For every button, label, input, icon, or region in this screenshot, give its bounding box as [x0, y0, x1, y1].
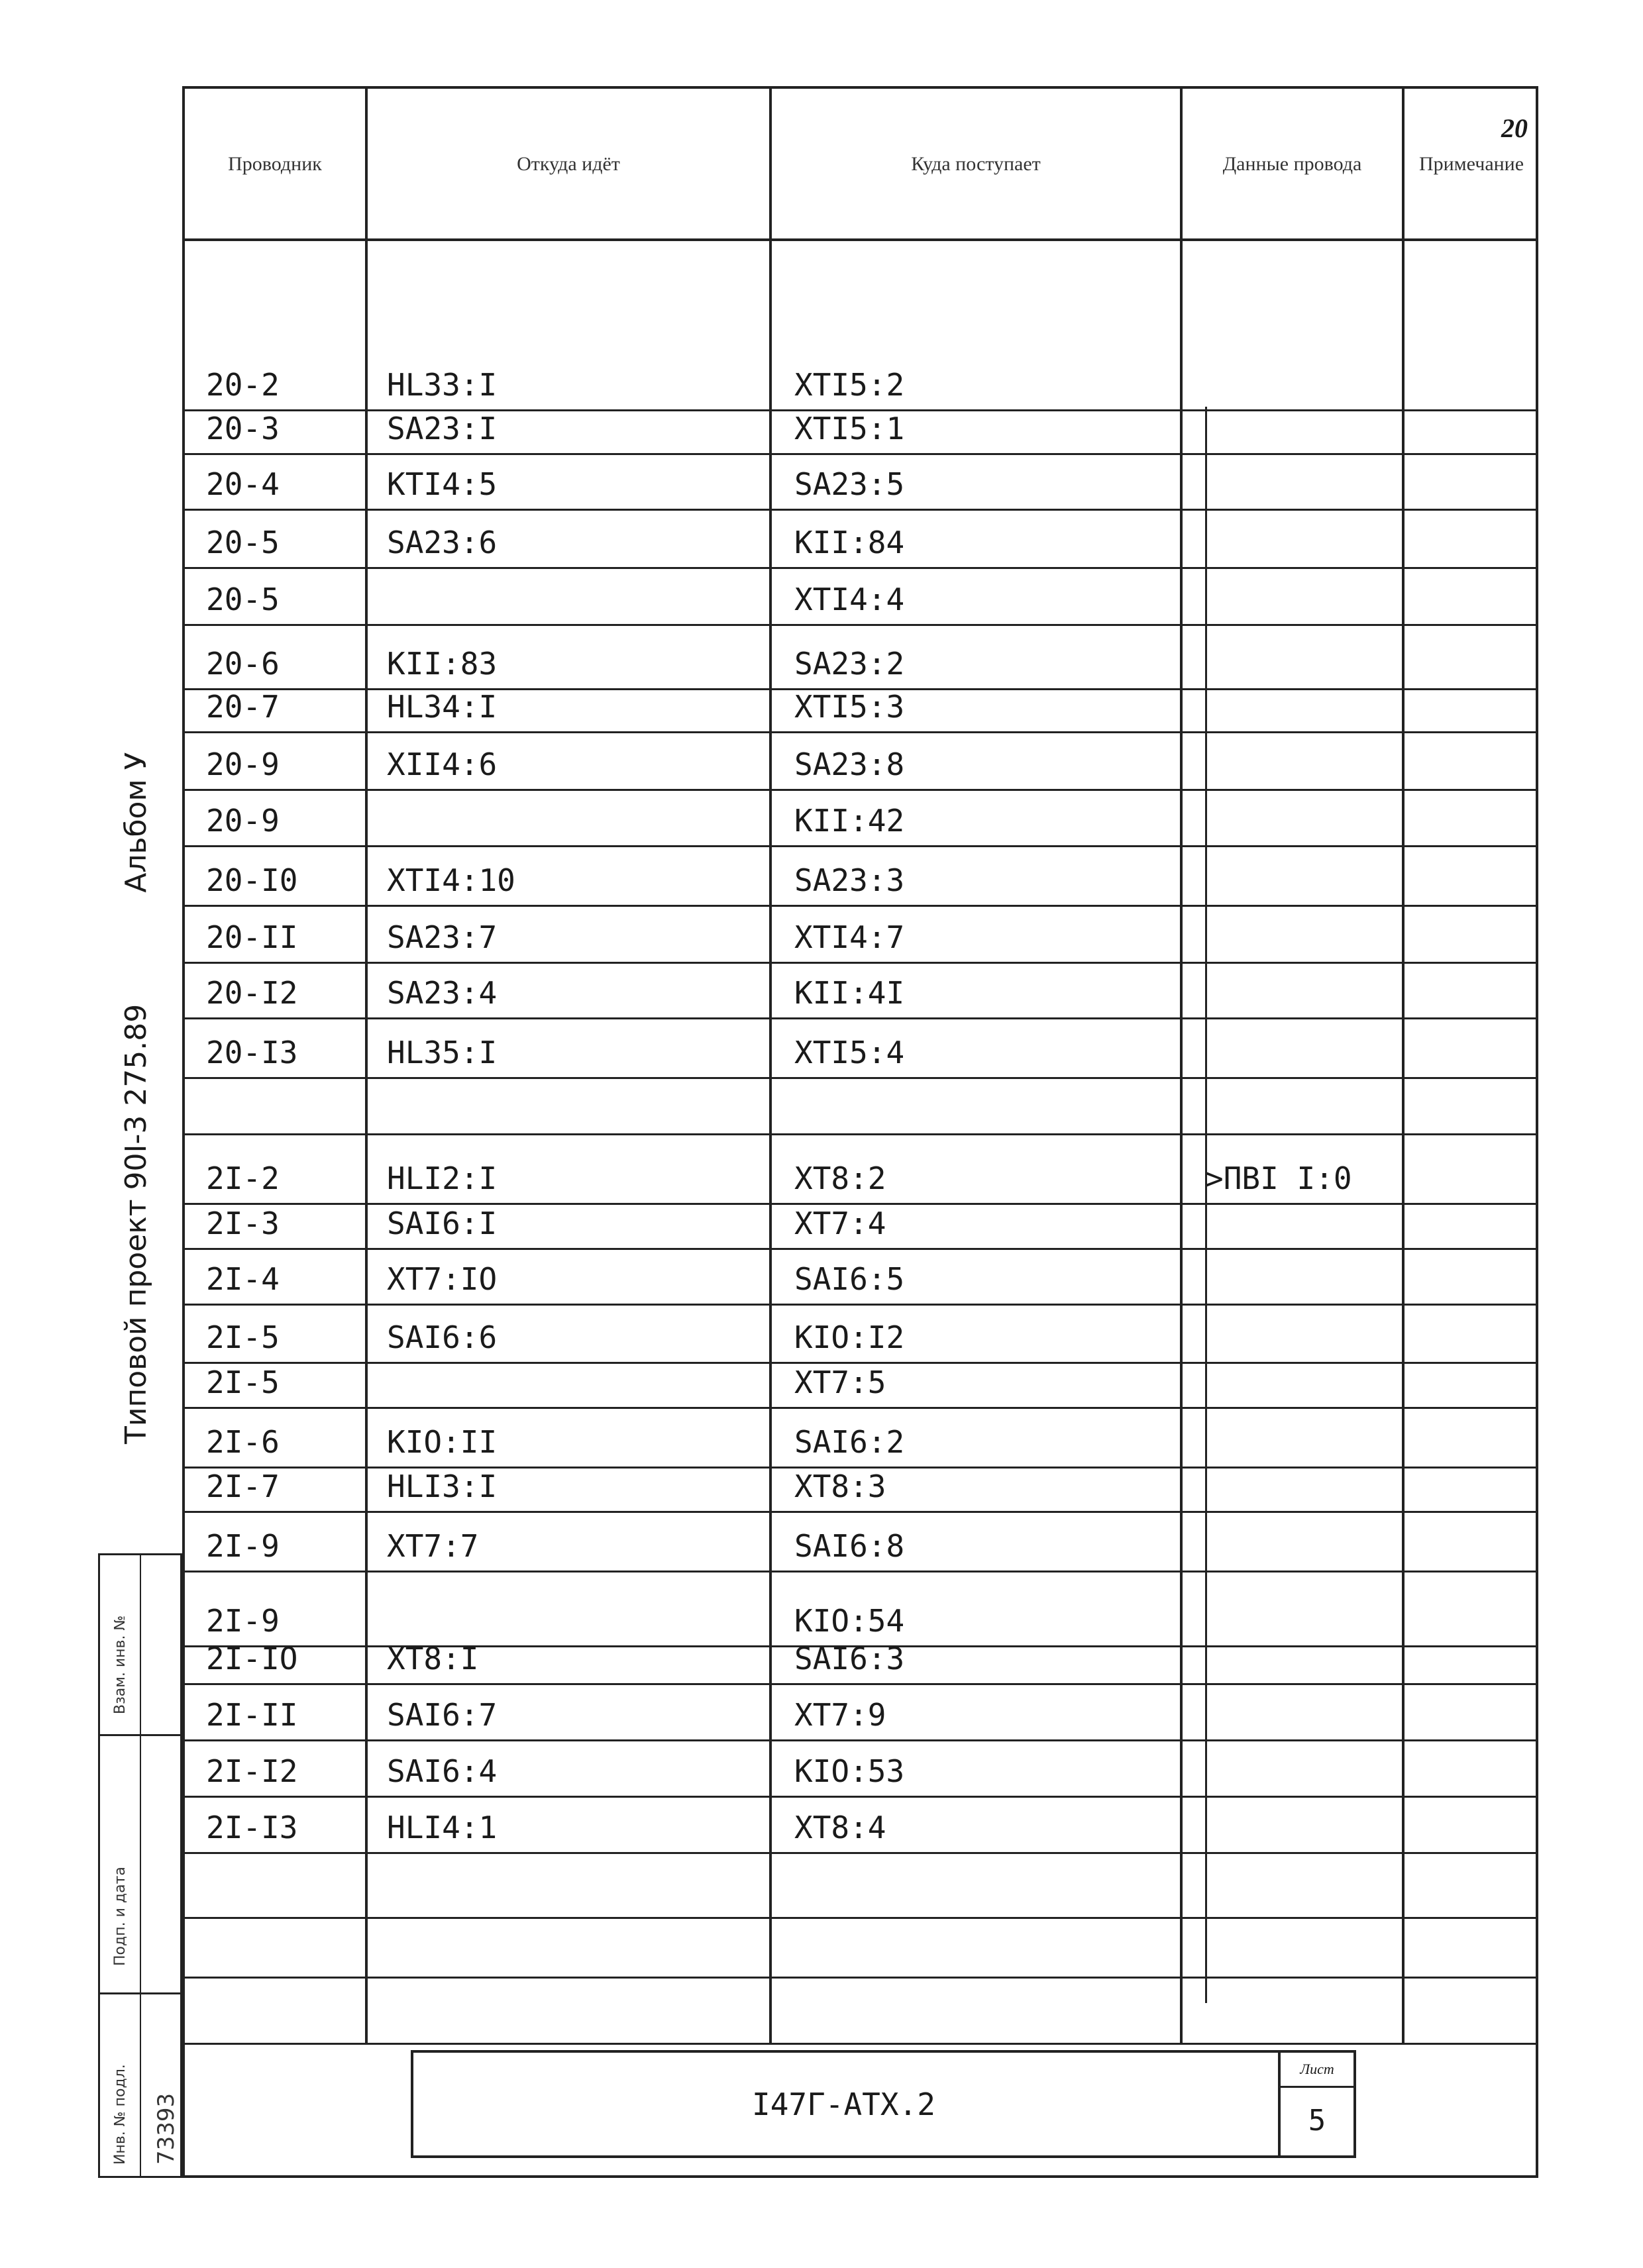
- row-divider: [185, 1407, 1536, 1409]
- row-divider: [185, 1977, 1536, 1979]
- table-cell-conductor: 2I-5: [206, 1365, 280, 1400]
- table-cell-from: HLI4:1: [387, 1810, 498, 1845]
- table-cell-to: SA23:5: [794, 466, 905, 502]
- document-code: I47Г-АТХ.2: [752, 2086, 935, 2122]
- table-cell-from: KII:83: [387, 646, 498, 682]
- table-cell-conductor: 2I-9: [206, 1528, 280, 1564]
- table-cell-from: SA23:7: [387, 919, 498, 955]
- row-divider: [185, 1683, 1536, 1685]
- stamp-divider: [140, 1555, 141, 2176]
- stamp-divider: [100, 1992, 180, 1994]
- sheet-label: Лист: [1281, 2053, 1353, 2088]
- row-divider: [185, 1077, 1536, 1079]
- col-divider: [769, 89, 772, 2043]
- sheet-box: [1278, 2053, 1353, 2155]
- row-divider: [185, 1304, 1536, 1306]
- table-cell-from: HL33:I: [387, 367, 498, 403]
- table-frame: [182, 86, 1538, 2178]
- table-cell-conductor: 20-4: [206, 466, 280, 502]
- row-divider: [185, 905, 1536, 907]
- table-cell-from: SAI6:6: [387, 1319, 498, 1355]
- row-divider: [185, 1511, 1536, 1513]
- row-divider: [185, 1248, 1536, 1250]
- table-cell-wire: >ПВI I:0: [1205, 1160, 1352, 1196]
- col-divider: [1402, 89, 1404, 2043]
- table-cell-from: KTI4:5: [387, 466, 498, 502]
- table-cell-from: XT7:IO: [387, 1261, 498, 1297]
- table-cell-conductor: 20-2: [206, 367, 280, 403]
- row-divider: [185, 453, 1536, 455]
- table-cell-to: XT8:3: [794, 1469, 886, 1504]
- table-cell-conductor: 20-7: [206, 689, 280, 725]
- row-divider: [185, 1362, 1536, 1364]
- table-cell-to: XTI4:7: [794, 919, 905, 955]
- stamp-divider: [100, 1734, 180, 1736]
- table-cell-from: SA23:4: [387, 975, 498, 1011]
- table-cell-to: XT8:2: [794, 1160, 886, 1196]
- table-cell-from: XTI4:10: [387, 862, 515, 898]
- table-cell-conductor: 2I-4: [206, 1261, 280, 1297]
- table-cell-conductor: 2I-II: [206, 1697, 298, 1733]
- row-divider: [185, 1203, 1536, 1205]
- table-cell-conductor: 20-3: [206, 411, 280, 446]
- row-divider: [185, 1739, 1536, 1741]
- row-divider: [185, 1571, 1536, 1572]
- table-cell-to: XTI5:1: [794, 411, 905, 446]
- page-number-top: 20: [1501, 113, 1528, 143]
- table-cell-to: XT7:4: [794, 1206, 886, 1241]
- col-divider: [365, 89, 368, 2043]
- table-cell-to: XTI4:4: [794, 582, 905, 617]
- table-cell-to: KII:42: [794, 803, 905, 839]
- stamp-block: [98, 1553, 182, 2178]
- stamp-label-sign: Подп. и дата: [112, 1867, 129, 1966]
- table-cell-from: SAI6:4: [387, 1753, 498, 1789]
- table-cell-conductor: 20-5: [206, 582, 280, 617]
- table-cell-from: SA23:I: [387, 411, 498, 446]
- header-conductor: Проводник: [228, 152, 322, 175]
- table-cell-to: XTI5:2: [794, 367, 905, 403]
- table-cell-from: HL35:I: [387, 1035, 498, 1070]
- table-cell-conductor: 20-9: [206, 747, 280, 782]
- row-divider: [185, 731, 1536, 733]
- row-divider: [185, 962, 1536, 964]
- table-cell-to: XT8:4: [794, 1810, 886, 1845]
- table-cell-to: KII:84: [794, 525, 905, 560]
- table-cell-from: SAI6:I: [387, 1206, 498, 1241]
- row-divider: [185, 1017, 1536, 1019]
- table-cell-conductor: 20-6: [206, 646, 280, 682]
- table-cell-to: KIO:I2: [794, 1319, 905, 1355]
- stamp-label-replace: Взам. инв. №: [112, 1615, 129, 1714]
- table-cell-to: XT7:9: [794, 1697, 886, 1733]
- row-divider: [185, 845, 1536, 847]
- row-divider: [185, 1852, 1536, 1854]
- table-cell-conductor: 2I-5: [206, 1319, 280, 1355]
- table-cell-conductor: 20-9: [206, 803, 280, 839]
- table-cell-to: SA23:3: [794, 862, 905, 898]
- table-cell-to: KIO:53: [794, 1753, 905, 1789]
- row-divider: [185, 1796, 1536, 1798]
- title-block: [411, 2050, 1356, 2158]
- table-cell-to: SAI6:8: [794, 1528, 905, 1564]
- row-divider: [185, 567, 1536, 569]
- sheet-number: 5: [1308, 2104, 1326, 2138]
- table-cell-to: XT7:5: [794, 1365, 886, 1400]
- table-cell-conductor: 20-I0: [206, 862, 298, 898]
- bracket-line: [1205, 407, 1207, 2003]
- table-cell-conductor: 2I-6: [206, 1424, 280, 1460]
- header-notes: Примечание: [1418, 152, 1524, 175]
- table-cell-to: SAI6:2: [794, 1424, 905, 1460]
- header-from: Откуда идёт: [517, 152, 620, 175]
- table-cell-conductor: 2I-I2: [206, 1753, 298, 1789]
- table-cell-conductor: 2I-2: [206, 1160, 280, 1196]
- row-divider: [185, 1133, 1536, 1135]
- row-divider: [185, 509, 1536, 511]
- table-cell-to: SAI6:5: [794, 1261, 905, 1297]
- table-cell-to: XTI5:3: [794, 689, 905, 725]
- table-cell-from: XT7:7: [387, 1528, 479, 1564]
- table-cell-conductor: 2I-3: [206, 1206, 280, 1241]
- table-cell-conductor: 20-II: [206, 919, 298, 955]
- table-cell-conductor: 2I-IO: [206, 1641, 298, 1676]
- table-cell-from: HLI3:I: [387, 1469, 498, 1504]
- header-wire-data: Данные провода: [1222, 152, 1362, 175]
- col-divider: [1180, 89, 1183, 2043]
- project-caption: [119, 752, 153, 1444]
- project-text: Типовой проект 90I-3 275.89: [119, 1004, 153, 1444]
- table-cell-from: XII4:6: [387, 747, 498, 782]
- table-cell-conductor: 20-I3: [206, 1035, 298, 1070]
- row-divider: [185, 2043, 1536, 2045]
- table-cell-conductor: 2I-I3: [206, 1810, 298, 1845]
- table-cell-to: SA23:8: [794, 747, 905, 782]
- table-cell-from: HL34:I: [387, 689, 498, 725]
- album-text: Альбом У: [119, 752, 153, 893]
- row-divider: [185, 1917, 1536, 1919]
- table-cell-to: XTI5:4: [794, 1035, 905, 1070]
- table-cell-conductor: 20-5: [206, 525, 280, 560]
- table-cell-to: KII:4I: [794, 975, 905, 1011]
- table-cell-from: KIO:II: [387, 1424, 498, 1460]
- table-cell-to: KIO:54: [794, 1603, 905, 1639]
- header-divider: [185, 238, 1536, 241]
- table-cell-conductor: 20-I2: [206, 975, 298, 1011]
- table-cell-from: SAI6:7: [387, 1697, 498, 1733]
- table-cell-to: SAI6:3: [794, 1641, 905, 1676]
- row-divider: [185, 624, 1536, 626]
- stamp-label-inventory: Инв. № подл.: [112, 2064, 129, 2165]
- header-to: Куда поступает: [911, 152, 1041, 175]
- table-cell-conductor: 2I-7: [206, 1469, 280, 1504]
- table-cell-conductor: 2I-9: [206, 1603, 280, 1639]
- table-cell-to: SA23:2: [794, 646, 905, 682]
- table-cell-from: XT8:I: [387, 1641, 479, 1676]
- row-divider: [185, 789, 1536, 791]
- table-cell-from: HLI2:I: [387, 1160, 498, 1196]
- table-cell-from: SA23:6: [387, 525, 498, 560]
- stamp-inventory-number: 73393: [153, 2092, 180, 2165]
